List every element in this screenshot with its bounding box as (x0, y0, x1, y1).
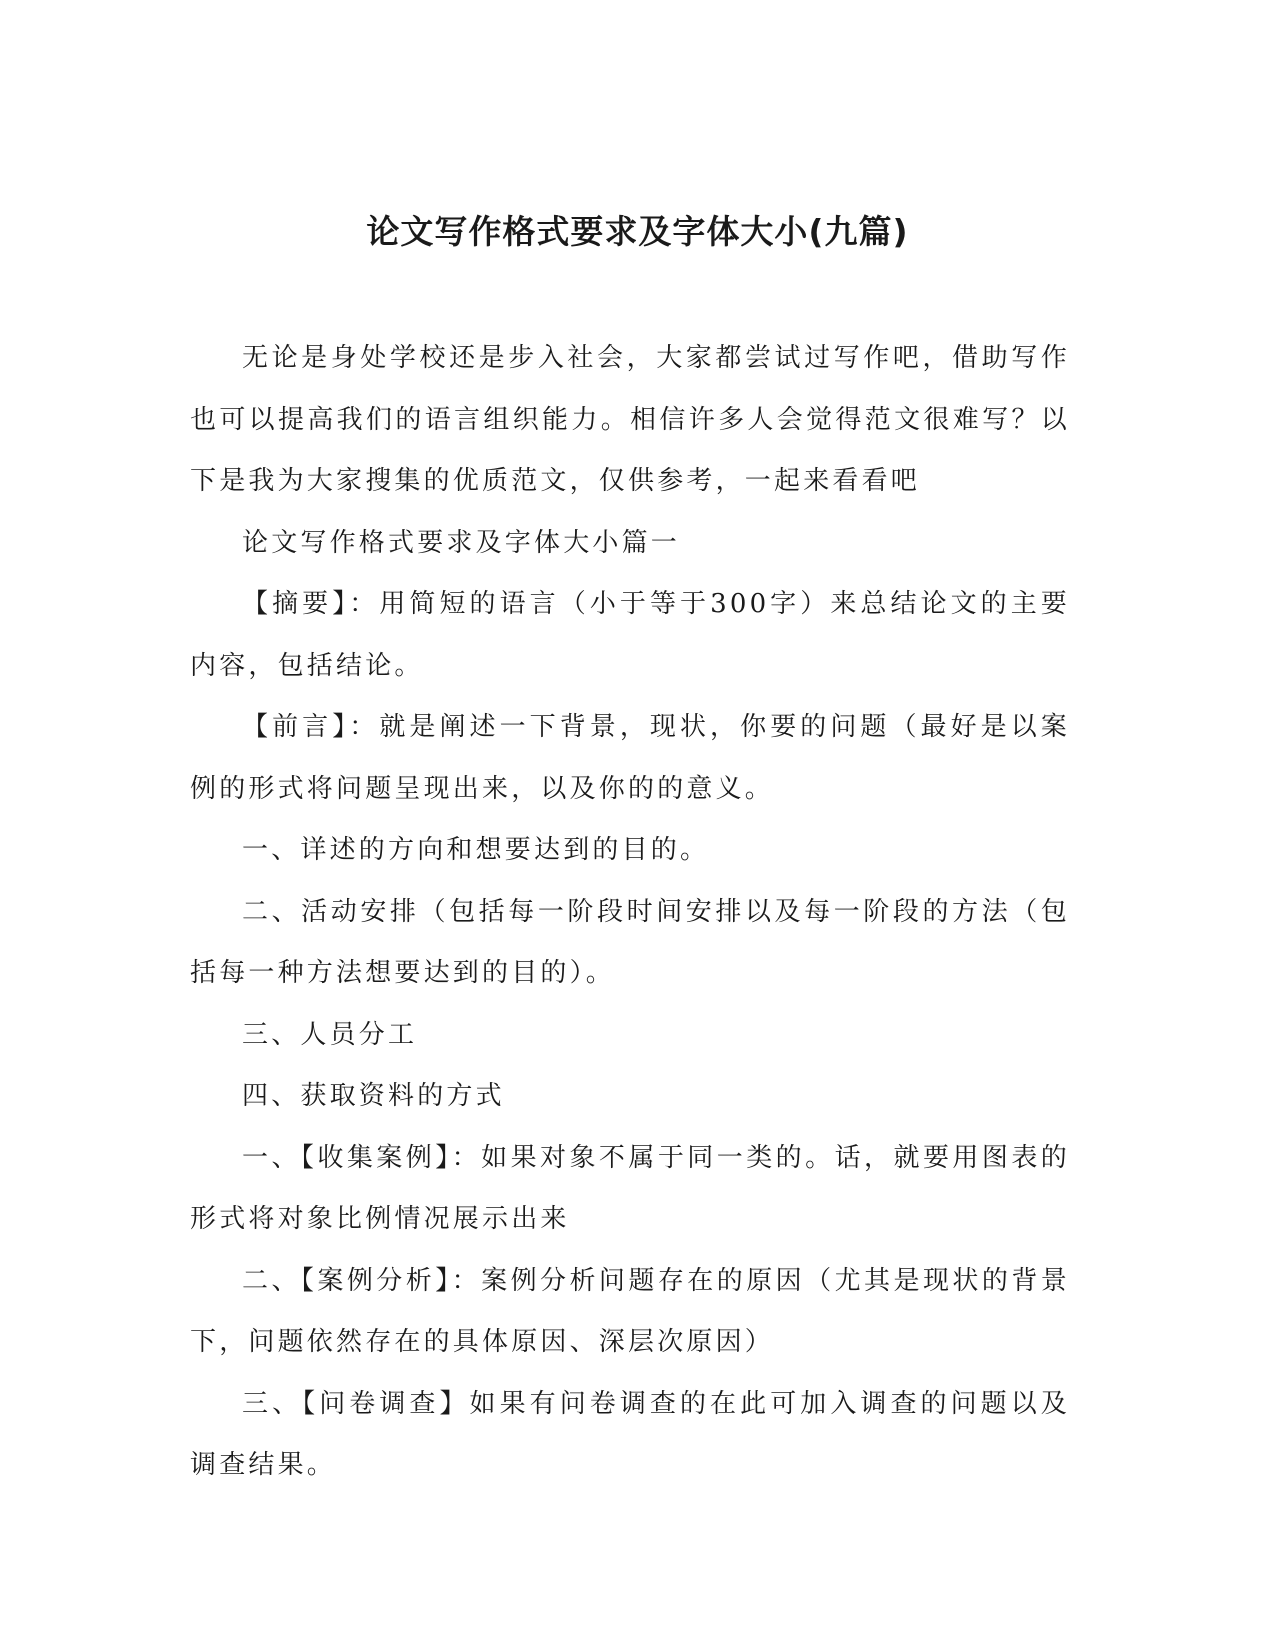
paragraph-intro: 无论是身处学校还是步入社会，大家都尝试过写作吧，借助写作也可以提高我们的语言组织能力。相信许多人会觉得范文很难写？以下是我为大家搜集的优质范文，仅供参考，一起来看看吧 (190, 343, 1070, 496)
paragraph-abstract: 【摘要】：用简短的语言（小于等于300字）来总结论文的主要内容，包括结论。 (190, 589, 1070, 681)
list-item: 四、获取资料的方式 (242, 1081, 505, 1111)
section-heading: 论文写作格式要求及字体大小篇一 (242, 527, 681, 558)
list-item: 一、详述的方向和想要达到的目的。 (242, 835, 710, 865)
list-item: 二、活动安排（包括每一阶段时间安排以及每一阶段的方法（包括每一种方法想要达到的目的）。 (190, 896, 1070, 988)
document-title: 论文写作格式要求及字体大小(九篇) (366, 212, 909, 251)
paragraph-survey: 三、【问卷调查】如果有问卷调查的在此可加入调查的问题以及调查结果。 (190, 1388, 1070, 1480)
paragraph-preface: 【前言】：就是阐述一下背景，现状，你要的问题（最好是以案例的形式将问题呈现出来，以及你的的意义。 (190, 712, 1070, 804)
list-item: 三、人员分工 (242, 1019, 418, 1050)
document-body (190, 328, 1070, 1497)
paragraph-case-analysis: 二、【案例分析】：案例分析问题存在的原因（尤其是现状的背景下，问题依然存在的具体原因、深层次原因） (190, 1265, 1070, 1357)
paragraph-collect-cases: 一、【收集案例】：如果对象不属于同一类的。话，就要用图表的形式将对象比例情况展示出来 (190, 1142, 1070, 1234)
